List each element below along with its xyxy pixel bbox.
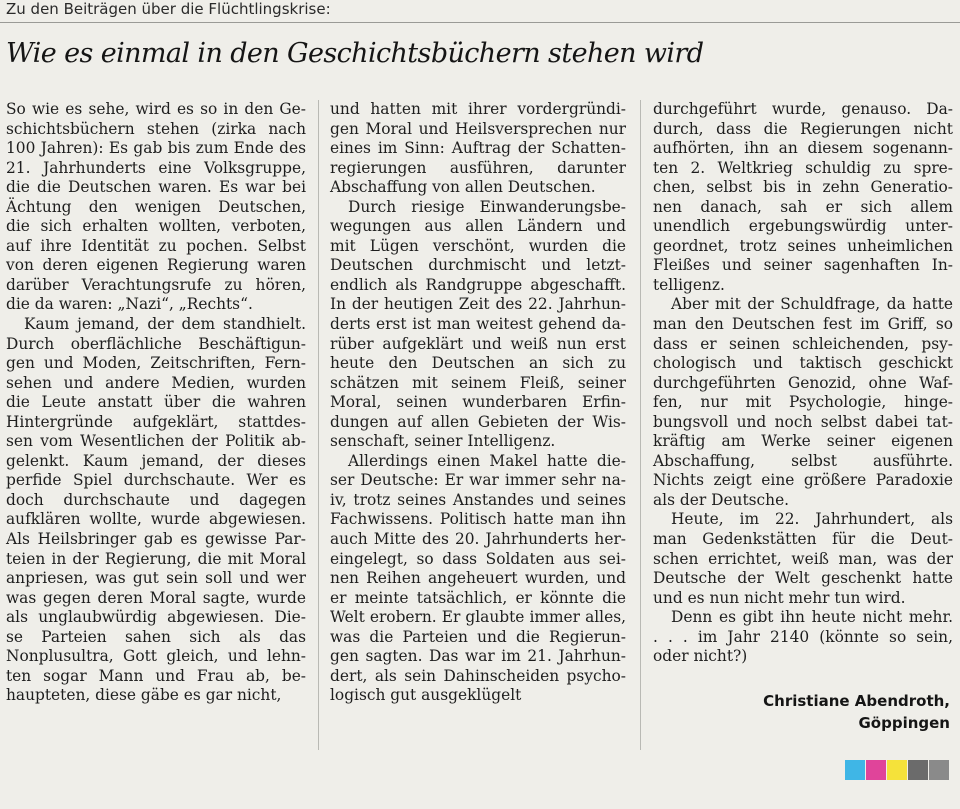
article-line: auch Mitte des 20. Jahrhunderts her-: [330, 530, 626, 549]
article-line: Kaum jemand, der dem standhielt.: [24, 315, 306, 334]
article-line: teien in der Regierung, die mit Moral: [6, 549, 306, 568]
article-line: dass er seinen schleichenden, psy-: [653, 334, 953, 353]
article-paragraph: [330, 100, 626, 198]
color-swatch: [887, 760, 907, 780]
article-line: aufhörten, ihn an diesem sogenann-: [653, 139, 953, 158]
article-paragraph: [653, 295, 953, 510]
color-swatch: [908, 760, 928, 780]
article-line: doch durchschaute und dagegen: [6, 490, 306, 509]
article-line: wegungen aus allen Ländern und: [330, 217, 626, 236]
article-column-1: [6, 100, 306, 706]
article-line: durch, dass die Regierungen nicht: [653, 119, 953, 138]
article-line: oder nicht?): [653, 647, 748, 666]
section-label: Zu den Beiträgen über die Flüchtlingskrise:: [6, 0, 331, 18]
article-line: fen, nur mit Psychologie, hinge-: [653, 393, 953, 412]
article-line: sen vom Wesentlichen der Politik ab-: [6, 432, 306, 451]
article-line: und es nun nicht mehr tun wird.: [653, 588, 906, 607]
article-line: iv, trotz seines Anstandes und seines: [330, 490, 626, 509]
article-line: Aber mit der Schuldfrage, da hatte: [671, 295, 953, 314]
article-paragraph: [330, 198, 626, 452]
article-line: rüber aufgeklärt und weiß nun erst: [330, 334, 626, 353]
article-line: mit Lügen verschönt, wurden die: [330, 236, 626, 255]
article-line: anpriesen, was gut sein soll und wer: [6, 569, 306, 588]
article-line: bungsvoll und noch selbst dabei tat-: [653, 412, 953, 431]
article-line: die Leute anstatt über die wahren: [6, 393, 306, 412]
article-line: Ächtung den wenigen Deutschen,: [6, 197, 306, 216]
column-divider: [318, 100, 319, 750]
article-line: ser Deutsche: Er war immer sehr na-: [330, 471, 626, 490]
article-line: als unglaubwürdig abgewiesen. Die-: [6, 608, 306, 627]
article-line: In der heutigen Zeit des 22. Jahrhun-: [330, 295, 626, 314]
article-line: So wie es sehe, wird es so in den Ge-: [6, 100, 306, 118]
article-line: Deutschen durchmischt und letzt-: [330, 256, 626, 275]
article-line: Denn es gibt ihn heute nicht mehr.: [671, 608, 953, 627]
article-line: dungen auf allen Gebieten der Wis-: [330, 412, 626, 431]
article-line: Allerdings einen Makel hatte die-: [348, 451, 626, 470]
article-line: Deutsche der Welt geschenkt hatte: [653, 569, 953, 588]
article-line: telligenz.: [653, 275, 725, 294]
color-swatch: [845, 760, 865, 780]
article-line: Fachwissens. Politisch hatte man ihn: [330, 510, 626, 529]
article-paragraph: [653, 608, 953, 667]
article-line: logisch gut ausgeklügelt: [330, 686, 522, 705]
author-name: Christiane Abendroth,: [763, 692, 950, 710]
article-line: senschaft, seiner Intelligenz.: [330, 432, 556, 451]
article-line: regierungen ausführen, darunter: [330, 158, 626, 177]
article-paragraph: [330, 452, 626, 706]
article-line: ten 2. Weltkrieg schuldig zu spre-: [653, 158, 953, 177]
article-line: haupteten, diese gäbe es gar nicht,: [6, 686, 282, 705]
article-line: als der Deutsche.: [653, 490, 790, 509]
article-paragraph: [6, 315, 306, 706]
article-line: Hintergründe aufgeklärt, stattdes-: [6, 412, 306, 431]
article-line: Heute, im 22. Jahrhundert, als: [671, 510, 953, 529]
article-line: . . . im Jahr 2140 (könnte so sein,: [653, 627, 953, 646]
article-line: chen, selbst bis in zehn Generatio-: [653, 178, 953, 197]
article-line: auf ihre Identität zu pochen. Selbst: [6, 236, 306, 255]
article-line: dert, als sein Dahinscheiden psycho-: [330, 666, 626, 685]
article-line: schen errichtet, weiß man, was der: [653, 549, 953, 568]
article-line: nen danach, sah er sich allem: [653, 197, 953, 216]
article-column-2: [330, 100, 626, 706]
article-line: gen und Moden, Zeitschriften, Fern-: [6, 354, 306, 373]
article-headline: Wie es einmal in den Geschichtsbüchern stehen wird: [6, 38, 704, 69]
article-line: aufklären wollte, wurde abgewiesen.: [6, 510, 306, 529]
color-swatch: [929, 760, 949, 780]
article-line: 21. Jahrhunderts eine Volksgruppe,: [6, 158, 306, 177]
article-line: gelenkt. Kaum jemand, der dieses: [6, 451, 306, 470]
print-color-bar: [845, 760, 950, 780]
article-line: die die Deutschen waren. Es war bei: [6, 178, 306, 197]
article-line: durchgeführt wurde, genauso. Da-: [653, 100, 953, 118]
article-line: er meinte tatsächlich, er könnte die: [330, 588, 626, 607]
article-line: schätzen mit seinem Fleiß, seiner: [330, 373, 626, 392]
article-line: Fleißes und seiner sagenhaften In-: [653, 256, 953, 275]
article-line: eines im Sinn: Auftrag der Schatten-: [330, 139, 626, 158]
article-line: geordnet, trotz seines unheimlichen: [653, 236, 953, 255]
article-line: ten sogar Mann und Frau ab, be-: [6, 666, 306, 685]
article-line: eingelegt, so dass Soldaten aus sei-: [330, 549, 626, 568]
article-paragraph: [6, 100, 306, 315]
article-line: was die Parteien und die Regierun-: [330, 627, 626, 646]
article-line: die da waren: „Nazi“, „Rechts“.: [6, 295, 253, 314]
article-line: se Parteien sahen sich als das: [6, 627, 306, 646]
article-line: Welt erobern. Er glaubte immer alles,: [330, 608, 626, 627]
article-line: endlich als Randgruppe abgeschafft.: [330, 275, 626, 294]
section-header: [0, 0, 960, 23]
color-swatch: [866, 760, 886, 780]
article-line: chologisch und taktisch geschickt: [653, 354, 953, 373]
article-line: gen sagten. Das war im 21. Jahrhun-: [330, 647, 626, 666]
article-line: perfide Spiel durchschaute. Wer es: [6, 471, 306, 490]
article-line: Durch riesige Einwanderungsbe-: [348, 197, 626, 216]
article-line: Abschaffung von allen Deutschen.: [330, 178, 596, 197]
article-line: heute den Deutschen an sich zu: [330, 354, 626, 373]
article-line: 100 Jahren): Es gab bis zum Ende des: [6, 139, 306, 158]
article-line: von deren eigenen Regierung waren: [6, 256, 306, 275]
article-line: derts erst ist man weitest gehend da-: [330, 315, 626, 334]
article-line: Durch oberflächliche Beschäftigun-: [6, 334, 306, 353]
article-line: darüber Verachtungsrufe zu hören,: [6, 275, 306, 294]
article-line: Nonplusultra, Gott gleich, und lehn-: [6, 647, 306, 666]
article-line: Moral, seinen wunderbaren Erfin-: [330, 393, 626, 412]
article-column-3: [653, 100, 953, 667]
article-line: gen Moral und Heilsversprechen nur: [330, 119, 626, 138]
article-line: was gegen deren Moral sagte, wurde: [6, 588, 306, 607]
author-city: Göppingen: [858, 714, 950, 732]
article-line: Nichts zeigt eine größere Paradoxie: [653, 471, 953, 490]
article-line: Abschaffung, selbst ausführte.: [653, 451, 953, 470]
article-line: nen Reihen angeheuert wurden, und: [330, 569, 626, 588]
article-line: durchgeführten Genozid, ohne Waf-: [653, 373, 953, 392]
article-paragraph: [653, 100, 953, 295]
article-line: man den Deutschen fest im Griff, so: [653, 315, 953, 334]
article-line: man Gedenkstätten für die Deut-: [653, 530, 953, 549]
article-line: kräftig am Werke seiner eigenen: [653, 432, 953, 451]
article-line: sehen und andere Medien, wurden: [6, 373, 306, 392]
article-line: Als Heilsbringer gab es gewisse Par-: [6, 530, 306, 549]
article-line: schichtsbüchern stehen (zirka nach: [6, 119, 306, 138]
article-line: unendlich ergebungswürdig unter-: [653, 217, 953, 236]
article-line: die sich erhalten wollten, verboten,: [6, 217, 306, 236]
article-paragraph: [653, 510, 953, 608]
column-divider: [640, 100, 641, 750]
article-line: und hatten mit ihrer vordergründi-: [330, 100, 626, 118]
